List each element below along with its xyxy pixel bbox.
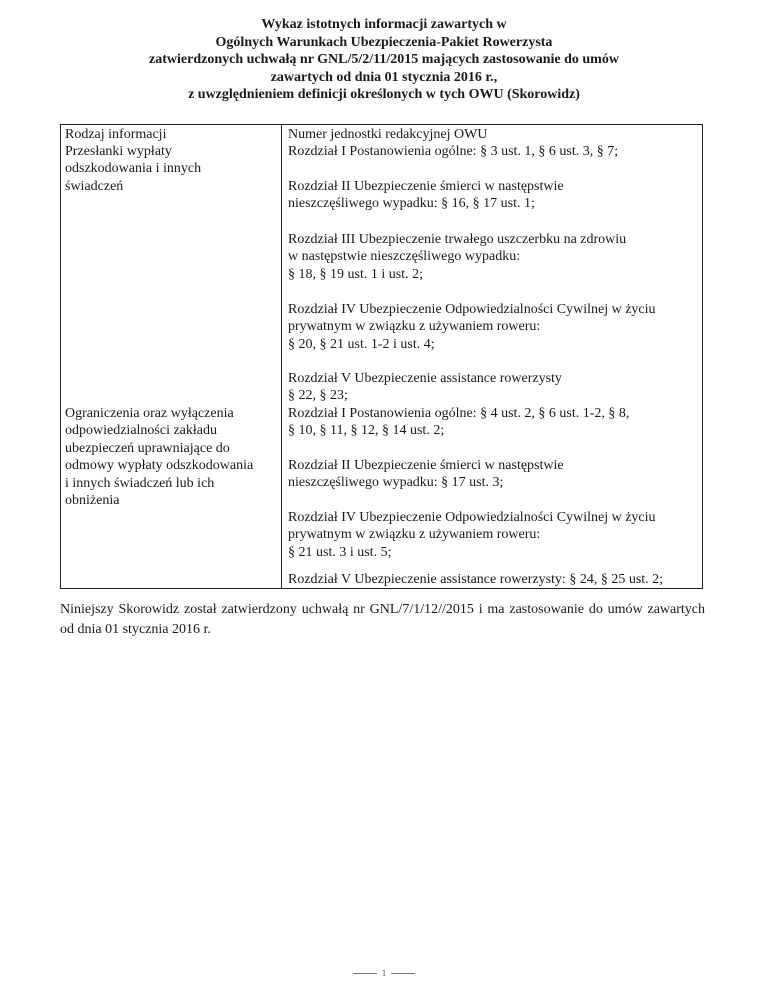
row2-block-1 bbox=[288, 405, 629, 440]
title-line: Ogólnych Warunkach Ubezpieczenia-Pakiet Rowerzysta bbox=[215, 34, 553, 50]
row2-category-line: ubezpieczeń uprawniające do bbox=[65, 440, 230, 456]
row2-block-line: Rozdział IV Ubezpieczenie Odpowiedzialności Cywilnej w życiu bbox=[288, 510, 656, 525]
index-table bbox=[60, 124, 703, 589]
title-line: Wykaz istotnych informacji zawartych w bbox=[261, 17, 507, 32]
row2-block-line: Rozdział I Postanowienia ogólne: § 4 ust. 2, § 6 ust. 1-2, § 8, bbox=[288, 406, 630, 421]
row1-block-line: Rozdział I Postanowienia ogólne: § 3 ust. 1, § 6 ust. 3, § 7; bbox=[288, 144, 619, 159]
row1-block-3 bbox=[288, 231, 626, 283]
header-left: Rodzaj informacji bbox=[65, 127, 167, 142]
row1-category bbox=[65, 143, 201, 195]
row1-block-line: § 18, § 19 ust. 1 i ust. 2; bbox=[288, 266, 423, 282]
row1-block-4 bbox=[288, 301, 656, 353]
row1-block-5 bbox=[288, 370, 562, 405]
column-divider bbox=[281, 125, 282, 588]
row1-block-2 bbox=[288, 178, 564, 213]
approval-note: Niniejszy Skorowidz został zatwierdzony uchwałą nr GNL/7/1/12//2015 i ma zastosowanie do umów zawartych od dnia 01 stycznia 2016 r. bbox=[60, 602, 705, 637]
row1-block-line: Rozdział II Ubezpieczenie śmierci w następstwie bbox=[288, 179, 564, 194]
row2-category-line: Ograniczenia oraz wyłączenia bbox=[65, 406, 234, 421]
title-line: zatwierdzonych uchwałą nr GNL/5/2/11/2015 mających zastosowanie do umów bbox=[149, 52, 619, 67]
row1-category-line: odszkodowania i innych bbox=[65, 161, 202, 177]
row2-block-line: nieszczęśliwego wypadku: § 17 ust. 3; bbox=[288, 475, 504, 491]
row1-block-line: prywatnym w związku z używaniem roweru: bbox=[288, 319, 541, 335]
title-line: zawartych od dnia 01 stycznia 2016 r., bbox=[270, 69, 498, 85]
row1-category-line: świadczeń bbox=[65, 178, 124, 194]
row2-block-line: § 21 ust. 3 i ust. 5; bbox=[288, 544, 392, 560]
row2-category-line: obniżenia bbox=[65, 493, 120, 509]
document-title bbox=[60, 16, 708, 104]
page-number-dash bbox=[391, 973, 415, 974]
row2-category bbox=[65, 405, 253, 509]
row1-block-1 bbox=[288, 143, 618, 160]
row1-block-line: nieszczęśliwego wypadku: § 16, § 17 ust. 1; bbox=[288, 196, 535, 212]
row2-block-3 bbox=[288, 509, 656, 561]
row1-block-line: § 20, § 21 ust. 1-2 i ust. 4; bbox=[288, 336, 435, 352]
row2-block-line: Rozdział V Ubezpieczenie assistance rowerzysty: § 24, § 25 ust. 2; bbox=[288, 572, 664, 587]
title-line: z uwzględnieniem definicji określonych w tych OWU (Skorowidz) bbox=[188, 87, 580, 102]
row1-category-line: Przesłanki wypłaty bbox=[65, 144, 172, 159]
page-number-value: 1 bbox=[381, 968, 387, 978]
row2-category-line: odmowy wypłaty odszkodowania bbox=[65, 458, 254, 474]
row2-block-line: Rozdział II Ubezpieczenie śmierci w następstwie bbox=[288, 458, 564, 473]
row2-block-line: prywatnym w związku z używaniem roweru: bbox=[288, 527, 541, 543]
row2-block-4 bbox=[288, 571, 663, 588]
header-right: Numer jednostki redakcyjnej OWU bbox=[288, 127, 488, 142]
page-number-dash bbox=[353, 973, 377, 974]
row1-block-line: Rozdział IV Ubezpieczenie Odpowiedzialności Cywilnej w życiu bbox=[288, 302, 656, 317]
row2-category-line: i innych świadczeń lub ich bbox=[65, 475, 215, 491]
row2-block-2 bbox=[288, 457, 564, 492]
row1-block-line: Rozdział III Ubezpieczenie trwałego uszczerbku na zdrowiu bbox=[288, 232, 627, 247]
row2-category-line: odpowiedzialności zakładu bbox=[65, 423, 218, 439]
row1-block-line: w następstwie nieszczęśliwego wypadku: bbox=[288, 249, 521, 265]
page-number bbox=[0, 968, 768, 978]
row1-block-line: § 22, § 23; bbox=[288, 388, 348, 404]
row2-block-line: § 10, § 11, § 12, § 14 ust. 2; bbox=[288, 423, 445, 439]
row1-block-line: Rozdział V Ubezpieczenie assistance rowerzysty bbox=[288, 371, 562, 386]
